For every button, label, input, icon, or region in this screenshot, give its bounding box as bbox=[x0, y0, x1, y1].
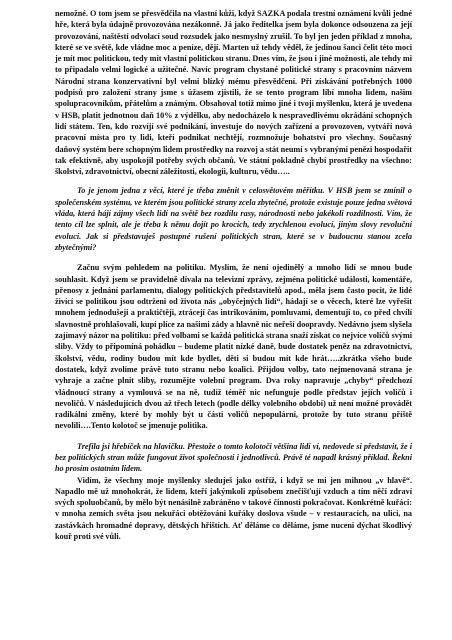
paragraph-4-question bbox=[55, 441, 412, 475]
paragraph-5-text: Vidím, že všechny moje myšlenky sleduješ jako ostříž, i když se mi jen mihnou „v hlavě“. Napadlo mě už mnohokrát, že lidem, kteří jakýmkoli způsobem znečišťují vzduch a tím něčí zdraví svých spoluobčanů, by mělo být nenásilně zabráněno v takové činnosti pokračovat. Konkrétně kuřáci: v mnoha zemích světa jsou nekuřáci obtěžováni kuřáky doslova všude – v restauracích, na ulici, na zastávkách hromadné dopravy, dětských hřištích. Ať děláme co děláme, jsme nuceni dýchat škodlivý kouř proti své vůli. bbox=[55, 475, 412, 542]
paragraph-2-question bbox=[55, 185, 412, 253]
paragraph-5 bbox=[55, 475, 412, 543]
paragraph-3-text: Začnu svým pohledem na politiku. Myslím, že není ojedinělý a mnoho lidí se mnou bude souhlasit. Když jsem se pravidelně dívala na televizní zprávy, zejména politické události, komentáře, přenosy z jednání parlamentu, dialogy politických představitelů apod., měla jsem často pocit, že lidé živící se politikou jsou odtrženi od života nás „obyčejných lidí“, hádají se o věcech, které lze vyřešit mnohem jednodušeji a praktičtěji, ztrácejí čas intrikováním, pomluvami, dementují to, co před chvílí slavnostně prohlašovali, kupí plíce za našimi zády a hlavně nic neřeší doopravdy. Nedávno jsem slyšela zajímavý názor na politiku: před volbami se každá politická strana snaží získat co nejvíce voličů svými sliby. Vždy to připomíná pohádku – budeme platit nízké daně, bude dostatek peněz na zdravotnictví, školství, vědu, rodiny budou mít kde bydlet, děti si budou mít kde hrát…..zkrátka všeho bude dostatek, když zvolíme právě tuto stranu nebo koalici. Přijdou volby, tato nejmenovaná strana je vyhraje a začne plnit sliby, rozumějte volební program. Dva roky napravuje „chyby“ předchozí vládnoucí strany a vymlouvá se na ně, tudíž téměř nic nefunguje podle představ jejích voličů i nevoličů. V následujících dvou až třech letech (podle délky volebního období) už není možné provádět radikální změny, které by mohly být u části voličů nepopulární, protože by tuto stranu příště nevolili….Tento kolotoč se jmenuje politika. bbox=[55, 263, 412, 431]
paragraph-3 bbox=[55, 262, 412, 431]
paragraph-1-text: nemožné. O tom jsem se přesvědčila na vlastní kůži, když SAZKA podala trestní oznámení kvůli jedné hře, která byla údajně provozována nezákonně. Já jako ředitelka jsem byla dokonce odsouzena za její provozování, naštěstí odvolací soud rozsudek jako nesmyslný zrušil. To byl jen jeden příklad z mnoha, které se ve světě, kde vládne moc a peníze, dějí. Marten už tehdy věděl, že jedinou šanci čelit této moci je mít moc politickou, tedy mít vlastní politickou stranu. Dnes vím, že jsou i jiné možnosti, ale tehdy mi to připadalo velmi logické a užitečné. Navíc program chystané politické strany s pracovním názvem Národní strana konzervativní byl velmi blízký mému přesvědčení. Při získávání potřebných 1000 podpisů pro založení strany jsme s úžasem zjistili, že se tento program líbí mnoha lidem, našim spolupracovníkům, přátelům a známým. Obsahoval totiž mimo jiné i tvoji myšlenku, která je uvedena v HSB, platit jednotnou daň 10% z výdělku, aby nedocházelo k nespravedlivému okrádání schopných lidí státem. Ten, kdo rozvíjí své podnikání, investuje do nových zařízení a provozoven, vytváří nová pracovní místa pro ty lidi, kteří podnikat nechtějí, rozmnožuje bohatství pro všechny. Současný daňový systém bere schopným lidem prostředky na rozvoj a stát neumí s vybranými penězi hospodařit tak efektivně, aby uspokojil potřeby svých občanů. Ve státní pokladně chybí prostředky na všechno: školství, zdravotnictví, obecní záležitosti, ekologii, kulturu, vědu….. bbox=[55, 9, 412, 177]
paragraph-1 bbox=[55, 8, 412, 177]
paragraph-2-text: To je jenom jedna z věcí, které je třeba změnit v celosvětovém měřítku. V HSB jsem se zmínil o společenském systému, ve kterém jsou politické strany zcela zbytečné, protože existuje pouze jedna světová vláda, která hájí zájmy všech lidí na světě bez rozdílu rasy, národnosti nebo jakékoli rozdílnosti. Vím, že tento cíl lze splnit, ale je třeba k němu dojít po krocích, tedy zrychlenou evolucí, jiným slovy revoluční evolucí. Jak si představuješ postupné rušení politických stran, které se v budoucnu stanou zcela zbytečnými? bbox=[55, 186, 412, 252]
paragraph-4-text: Trefila jsi hřebíček na hlavičku. Přestože o tomto kolotoči většina lidí ví, nedovede si představit, že i bez politických stran může fungovat život společnosti i jednotlivců. Právě té napadl krásný příklad. Řekni ho prosím ostatním lidem. bbox=[55, 441, 412, 474]
